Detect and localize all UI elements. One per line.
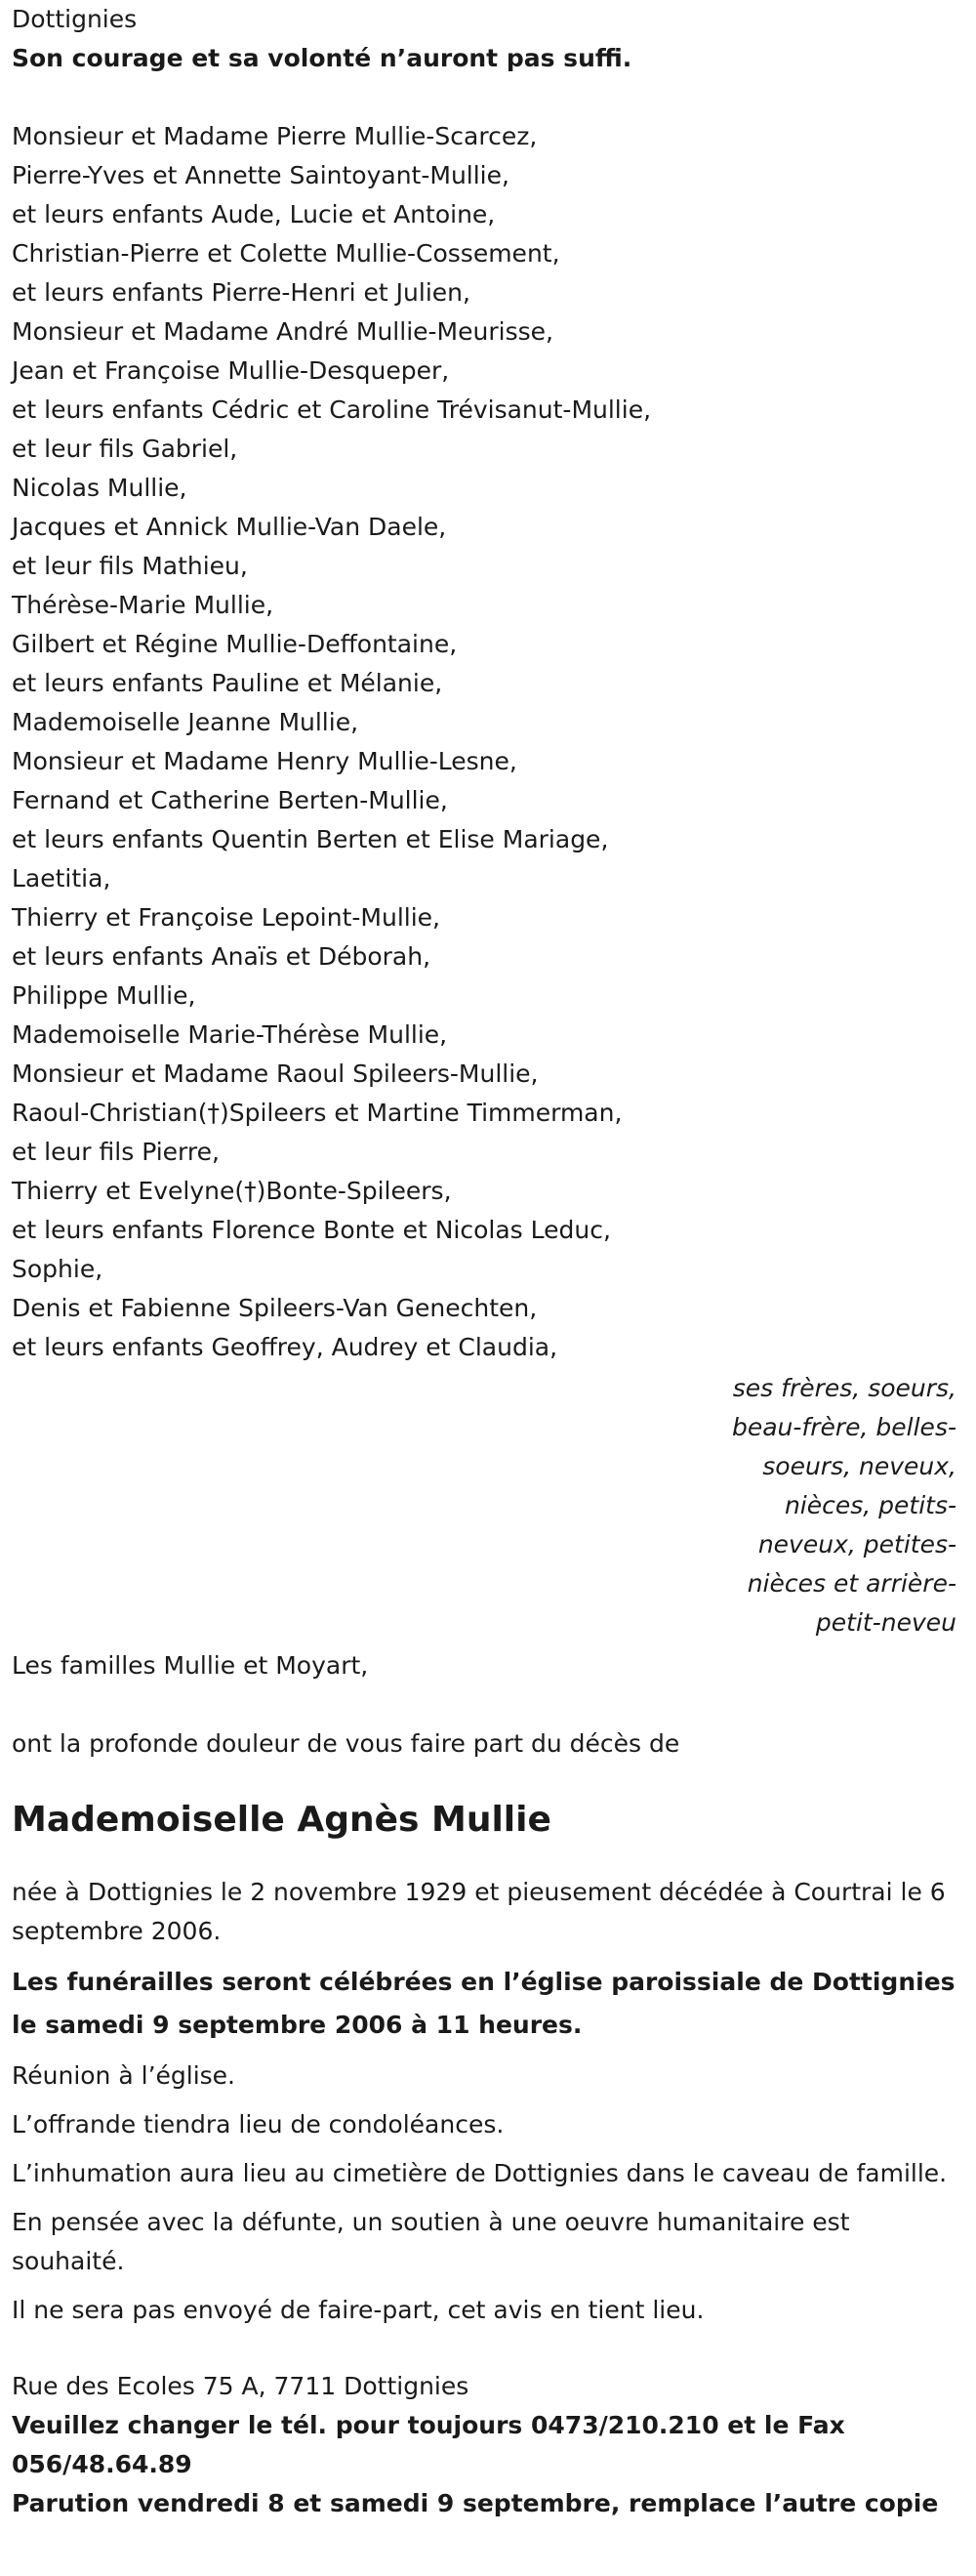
funeral-line-2: le samedi 9 septembre 2006 à 11 heures.: [12, 2011, 583, 2039]
tagline: Son courage et sa volonté n’auront pas suffi.: [12, 44, 632, 72]
family-member-line: Jacques et Annick Mullie-Van Daele,: [12, 513, 447, 541]
family-member-line: et leurs enfants Pauline et Mélanie,: [12, 669, 443, 697]
family-member-line: et leurs enfants Quentin Berten et Elise Mariage,: [12, 825, 609, 853]
relation-line: soeurs, neveux,: [762, 1452, 956, 1480]
funeral-line-1: Les funérailles seront célébrées en l’église paroissiale de Dottignies: [12, 1968, 956, 1996]
family-member-line: et leur fils Pierre,: [12, 1138, 220, 1166]
spacer: [12, 1685, 964, 1724]
location-line: Dottignies: [12, 5, 138, 33]
families-line: Les familles Mullie et Moyart,: [12, 1651, 369, 1680]
family-member-line: Monsieur et Madame Raoul Spileers-Mullie,: [12, 1059, 539, 1088]
family-member-line: Monsieur et Madame André Mullie-Meurisse,: [12, 317, 553, 346]
family-member-line: Christian-Pierre et Colette Mullie-Cossement,: [12, 239, 560, 268]
family-member-line: Thérèse-Marie Mullie,: [12, 591, 274, 619]
relation-line: ses frères, soeurs,: [732, 1374, 956, 1402]
phone-notice-line-1: Veuillez changer le tél. pour toujours 0473/210.210 et le Fax: [12, 2411, 845, 2439]
address-line: Rue des Ecoles 75 A, 7711 Dottignies: [12, 2372, 469, 2400]
family-member-line: et leurs enfants Anaïs et Déborah,: [12, 942, 431, 971]
family-member-line: Sophie,: [12, 1255, 103, 1283]
family-list: [12, 117, 964, 1367]
offering-text: L’offrande tiendra lieu de condoléances.: [12, 2110, 505, 2139]
family-member-line: Gilbert et Régine Mullie-Deffontaine,: [12, 630, 458, 658]
family-member-line: Monsieur et Madame Henry Mullie-Lesne,: [12, 747, 517, 775]
family-member-line: et leurs enfants Pierre-Henri et Julien,: [12, 278, 470, 307]
no-cards-text: Il ne sera pas envoyé de faire-part, cet avis en tient lieu.: [12, 2296, 705, 2324]
relation-line: beau-frère, belles-: [731, 1413, 956, 1441]
family-member-line: Nicolas Mullie,: [12, 474, 187, 502]
announcement-line: ont la profonde douleur de vous faire part du décès de: [12, 1729, 680, 1758]
family-member-line: Mademoiselle Jeanne Mullie,: [12, 708, 359, 736]
family-member-line: et leurs enfants Cédric et Caroline Trévisanut-Mullie,: [12, 395, 652, 424]
relation-note: [12, 1369, 964, 1642]
family-member-line: Jean et Françoise Mullie-Desqueper,: [12, 356, 450, 385]
family-member-line: Laetitia,: [12, 864, 111, 893]
family-member-line: Raoul-Christian(†)Spileers et Martine Timmerman,: [12, 1099, 623, 1127]
family-member-line: Denis et Fabienne Spileers-Van Genechten,: [12, 1294, 538, 1322]
family-member-line: et leurs enfants Geoffrey, Audrey et Claudia,: [12, 1333, 558, 1361]
family-member-line: Philippe Mullie,: [12, 981, 196, 1010]
family-member-line: et leurs enfants Florence Bonte et Nicolas Leduc,: [12, 1216, 611, 1244]
reunion-text: Réunion à l’église.: [12, 2061, 236, 2090]
family-member-line: Monsieur et Madame Pierre Mullie-Scarcez,: [12, 122, 538, 150]
spacer: [12, 2340, 964, 2367]
family-member-line: Mademoiselle Marie-Thérèse Mullie,: [12, 1020, 448, 1049]
charity-text: En pensée avec la défunte, un soutien à une oeuvre humanitaire est souhaité.: [12, 2208, 850, 2275]
family-member-line: et leurs enfants Aude, Lucie et Antoine,: [12, 200, 496, 229]
family-member-line: et leur fils Gabriel,: [12, 435, 238, 463]
relation-line: petit-neveu: [815, 1608, 956, 1637]
publication-notice: Parution vendredi 8 et samedi 9 septembre, remplace l’autre copie: [12, 2489, 939, 2517]
burial-text: L’inhumation aura lieu au cimetière de Dottignies dans le caveau de famille.: [12, 2159, 948, 2187]
family-member-line: Thierry et Françoise Lepoint-Mullie,: [12, 903, 441, 932]
birth-death-text: née à Dottignies le 2 novembre 1929 et pieusement décédée à Courtrai le 6 septembre 2006.: [12, 1878, 946, 1945]
phone-notice-line-2: 056/48.64.89: [12, 2450, 192, 2478]
family-member-line: Thierry et Evelyne(†)Bonte-Spileers,: [12, 1177, 452, 1205]
family-member-line: Pierre-Yves et Annette Saintoyant-Mullie,: [12, 161, 509, 189]
family-member-line: Fernand et Catherine Berten-Mullie,: [12, 786, 448, 814]
spacer: [12, 78, 964, 117]
relation-line: nièces et arrière-: [747, 1569, 956, 1598]
relation-line: neveux, petites-: [757, 1530, 956, 1558]
family-member-line: et leur fils Mathieu,: [12, 552, 248, 580]
relation-line: nièces, petits-: [784, 1491, 956, 1519]
deceased-name: Mademoiselle Agnès Mullie: [12, 1800, 551, 1840]
